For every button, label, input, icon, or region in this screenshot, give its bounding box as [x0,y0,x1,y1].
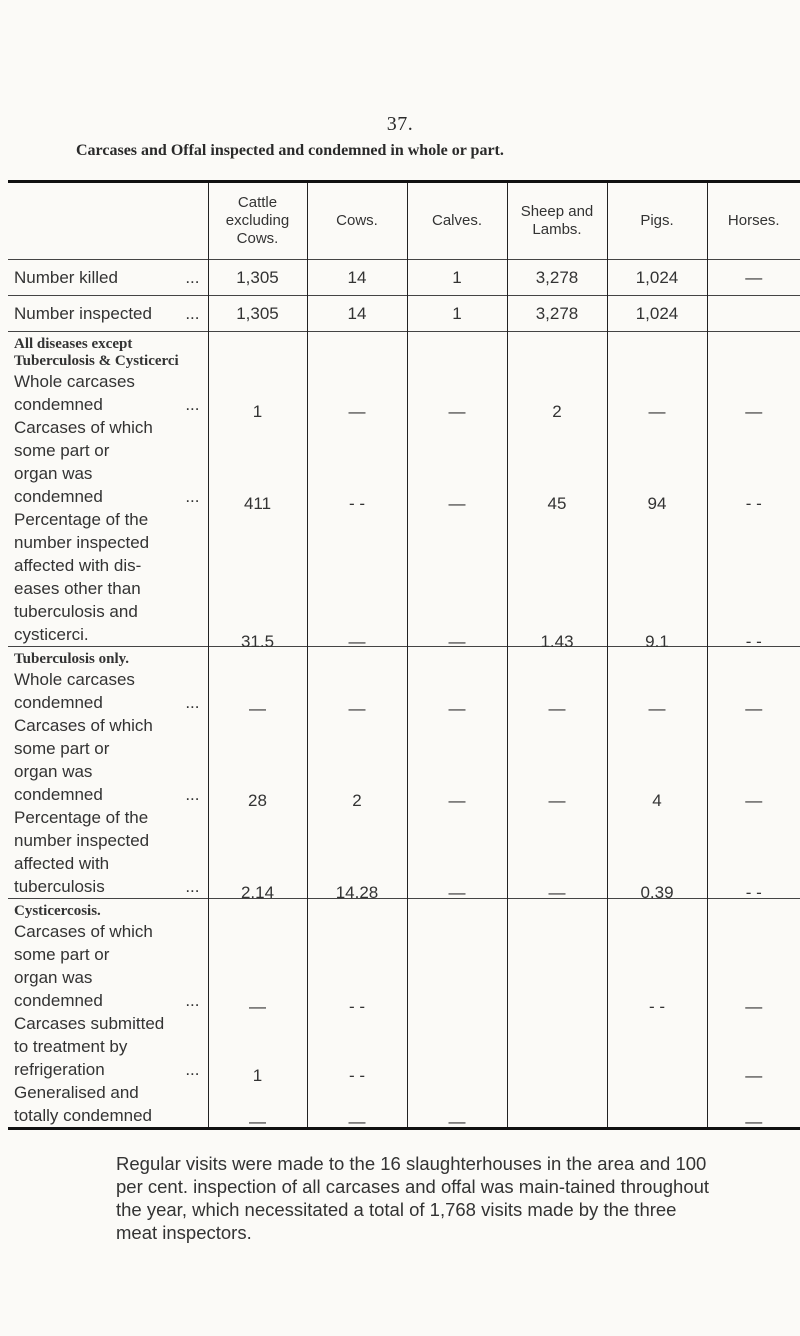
item-label-line: to treatment by [14,1037,128,1056]
section-cysticercosis [8,899,800,1129]
value-cell: 1 [252,1066,263,1085]
value-cell: 1 [252,402,263,421]
section-heading: Cysticercosis. [14,903,101,919]
value-cell: 0.39 [640,883,674,902]
cell-calves: 1 [407,260,507,296]
cell-cows: 14 [307,260,407,296]
header-row [8,182,800,260]
value-cell: — [448,494,466,513]
item-label-line: some part or [14,945,110,964]
value-cell: 2 [352,791,362,810]
table-row [8,260,800,296]
value-cell: - - [745,494,762,513]
section-label-cell [8,332,208,647]
table-row [8,296,800,332]
cell-horses [707,332,800,651]
section-all-diseases [8,332,800,647]
value-cell: — [548,883,566,902]
value-cell: 4 [652,791,662,810]
cell-cattle: 1,305 [208,296,307,332]
value-cell: - - [348,494,366,513]
item-label-line: Carcases of which [14,418,153,437]
item-label-line: Percentage of the [14,510,149,529]
inspection-table [8,180,800,1130]
item-label-line: some part or [14,739,110,758]
item-label-line: Whole carcases [14,670,135,689]
value-cell: — [448,1112,466,1131]
cell-cows [307,332,407,651]
value-cell: — [348,699,366,718]
cell-sheep [507,332,607,651]
value-cell: 28 [248,791,267,810]
item-label-line: refrigeration ... [14,1060,200,1079]
value-cell: — [448,791,466,810]
value-cell: — [249,1112,266,1131]
value-cell: — [348,402,366,421]
value-cell: — [249,699,266,718]
row-label: Number inspected ... [8,296,208,332]
header-cows: Cows. [307,182,407,260]
section-tuberculosis [8,647,800,899]
value-cell: — [448,883,466,902]
item-label-line: condemned ... [14,487,200,506]
cell-horses [707,647,800,902]
cell-cattle [208,332,307,651]
cell-calves [407,332,507,651]
section-label-cell [8,899,208,1129]
cell-cattle [208,899,307,1129]
value-cell: 45 [547,494,567,513]
cell-calves [407,899,507,1129]
value-cell: — [745,699,763,718]
value-cell: — [448,699,466,718]
value-cell: - - [348,997,366,1016]
section-heading: Tuberculosis only. [14,651,130,667]
item-label-line: Whole carcases [14,372,135,391]
cell-pigs [607,899,707,1129]
value-cell: 411 [243,494,272,513]
item-label-line: tuberculosis ... [14,877,200,896]
section-label-cell [8,647,208,899]
value-cell: 2.14 [240,883,275,902]
value-cell: — [745,791,763,810]
value-cell: — [548,699,566,718]
cell-pigs: 1,024 [607,260,707,296]
value-cell: - - [745,883,762,902]
item-label-line: Carcases of which [14,716,153,735]
item-label-line: condemned ... [14,395,200,414]
item-label-line: cysticerci. [14,625,89,644]
cell-calves [407,647,507,902]
item-label-line: affected with dis- [14,556,142,575]
item-label-line: Carcases of which [14,922,153,941]
item-label-line: Carcases submitted [14,1014,165,1033]
item-label-line: condemned ... [14,785,200,804]
item-label-line: condemned ... [14,991,200,1010]
item-label-line: organ was [14,464,93,483]
header-cattle: Cattle excluding Cows. [208,182,307,260]
value-cell: — [745,402,763,421]
value-cell: — [745,1066,763,1085]
value-cell: — [348,1112,366,1131]
value-cell: — [249,997,266,1016]
item-label-line: totally condemned [14,1106,152,1125]
value-cell: — [745,1112,763,1131]
summary-paragraph: Regular visits were made to the 16 slaughterhouses in the area and 100 per cent. inspection of all carcases and offal was main-tained throughout the year, which necessitated a total of 1,768 visits made by the three meat inspectors. [116,1153,710,1243]
header-sheep: Sheep and Lambs. [507,182,607,260]
cell-horses: — [707,260,800,296]
item-label-line: tuberculosis and [14,602,138,621]
cell-pigs: 1,024 [607,296,707,332]
value-cell: — [745,997,763,1016]
item-label-line: number inspected [14,533,150,552]
value-cell: 14.28 [335,883,379,902]
header-pigs: Pigs. [607,182,707,260]
header-blank [8,182,208,260]
value-cell: — [448,402,466,421]
cell-pigs [607,647,707,902]
item-label-line: affected with [14,854,110,873]
value-cell: — [648,699,666,718]
value-cell: — [548,791,566,810]
header-horses: Horses. [707,182,800,260]
value-cell: — [648,402,666,421]
item-label-line: condemned ... [14,693,200,712]
cell-sheep: 3,278 [507,296,607,332]
value-cell: - - [348,1066,366,1085]
item-label-line: Generalised and [14,1083,139,1102]
cell-sheep: 3,278 [507,260,607,296]
item-label-line: organ was [14,968,93,987]
cell-sheep [507,647,607,902]
header-calves: Calves. [407,182,507,260]
cell-horses [707,296,800,332]
item-label-line: some part or [14,441,110,460]
value-cell: 9.1 [645,632,669,651]
cell-horses [707,899,800,1129]
value-cell: 31.5 [240,632,275,651]
value-cell: - - [648,997,666,1016]
value-cell: 2 [552,402,562,421]
item-label-line: Percentage of the [14,808,149,827]
cell-cattle: 1,305 [208,260,307,296]
cell-cows [307,647,407,902]
cell-sheep [507,899,607,1129]
value-cell: - - [745,632,762,651]
table-title: Carcases and Offal inspected and condemned in whole or part. [76,142,504,159]
item-label-line: eases other than [14,579,141,598]
section-heading: All diseases except Tuberculosis & Cysticerci [14,336,179,369]
cell-cows [307,899,407,1129]
value-cell: 1.43 [540,632,574,651]
item-label-line: organ was [14,762,93,781]
value-cell: — [448,632,466,651]
item-label-line: number inspected [14,831,150,850]
value-cell: 94 [647,494,667,513]
cell-pigs [607,332,707,651]
page-number: 37. [386,113,414,135]
cell-cattle [208,647,307,902]
row-label: Number killed ... [8,260,208,296]
cell-calves: 1 [407,296,507,332]
value-cell: — [348,632,366,651]
cell-cows: 14 [307,296,407,332]
